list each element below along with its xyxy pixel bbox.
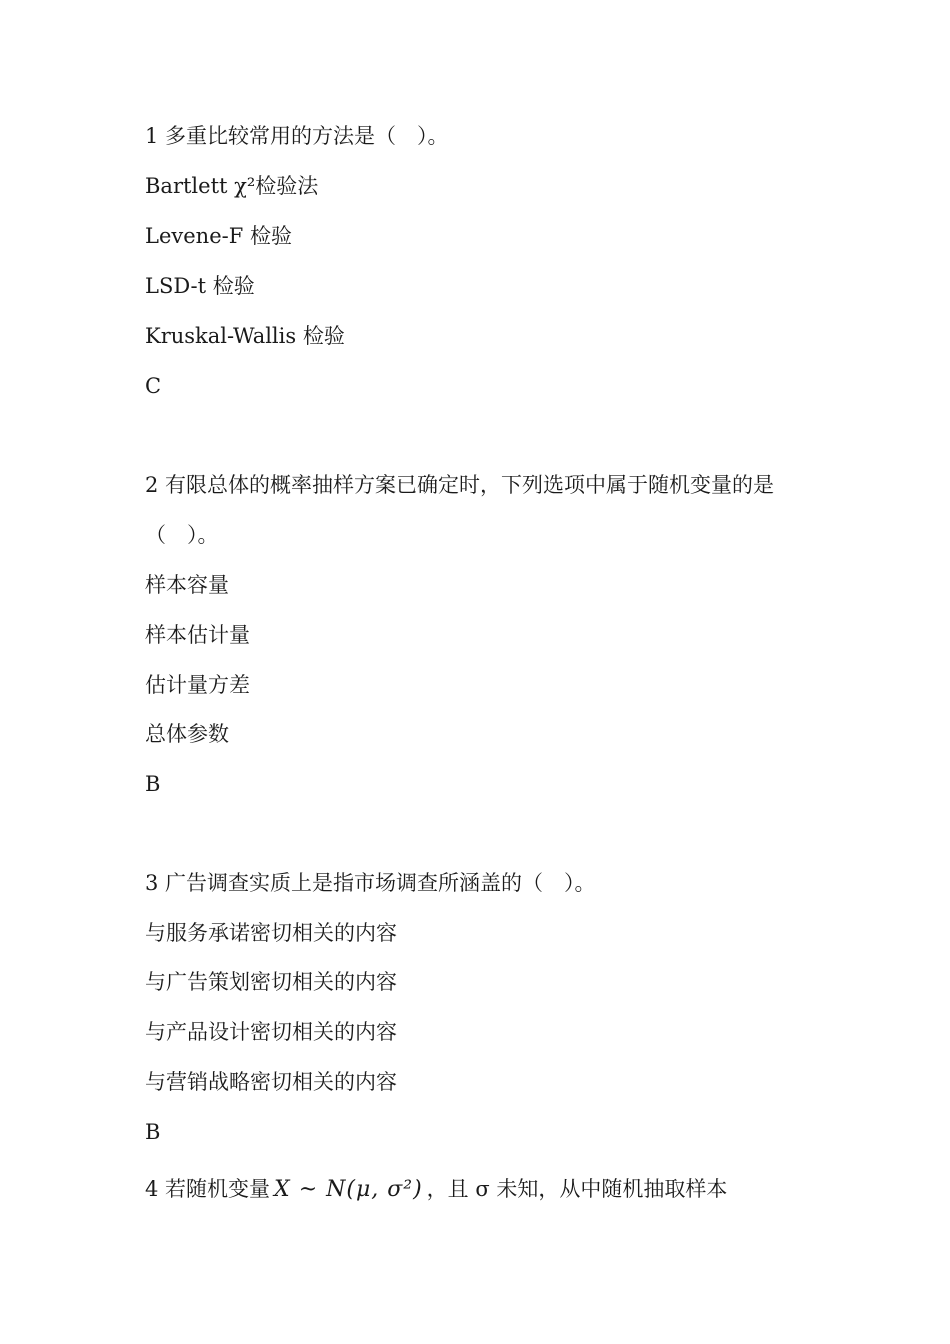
question-3-option-a: 与服务承诺密切相关的内容 <box>145 921 397 945</box>
question-4-formula: X ~ N(μ, σ²) <box>274 1177 423 1202</box>
question-2-stem: 2 有限总体的概率抽样方案已确定时，下列选项中属于随机变量的是 <box>145 473 775 497</box>
question-3-stem: 3 广告调查实质上是指市场调查所涵盖的（ ）。 <box>145 871 596 895</box>
question-1-option-a: Bartlett χ²检验法 <box>145 174 319 198</box>
question-3-answer: B <box>145 1120 161 1144</box>
question-2-option-a: 样本容量 <box>145 573 229 597</box>
question-1-answer: C <box>145 374 162 398</box>
question-3-option-d: 与营销战略密切相关的内容 <box>145 1070 397 1094</box>
question-2-answer: B <box>145 772 161 796</box>
question-2-option-d: 总体参数 <box>145 722 229 746</box>
question-4-stem <box>145 1175 727 1204</box>
question-1-stem: 1 多重比较常用的方法是（ ）。 <box>145 124 449 148</box>
question-1-option-c: LSD-t 检验 <box>145 274 255 298</box>
question-1-option-b: Levene-F 检验 <box>145 224 292 248</box>
question-1-option-d: Kruskal-Wallis 检验 <box>145 324 345 348</box>
question-3-option-c: 与产品设计密切相关的内容 <box>145 1020 397 1044</box>
question-3-option-b: 与广告策划密切相关的内容 <box>145 970 397 994</box>
question-4-stem-suffix: ，且 σ 未知，从中随机抽取样本 <box>426 1177 728 1201</box>
question-4-stem-prefix: 4 若随机变量 <box>145 1177 271 1201</box>
question-2-option-b: 样本估计量 <box>145 623 250 647</box>
question-2-option-c: 估计量方差 <box>145 673 250 697</box>
question-2-stem-continued: （ ）。 <box>145 523 219 547</box>
